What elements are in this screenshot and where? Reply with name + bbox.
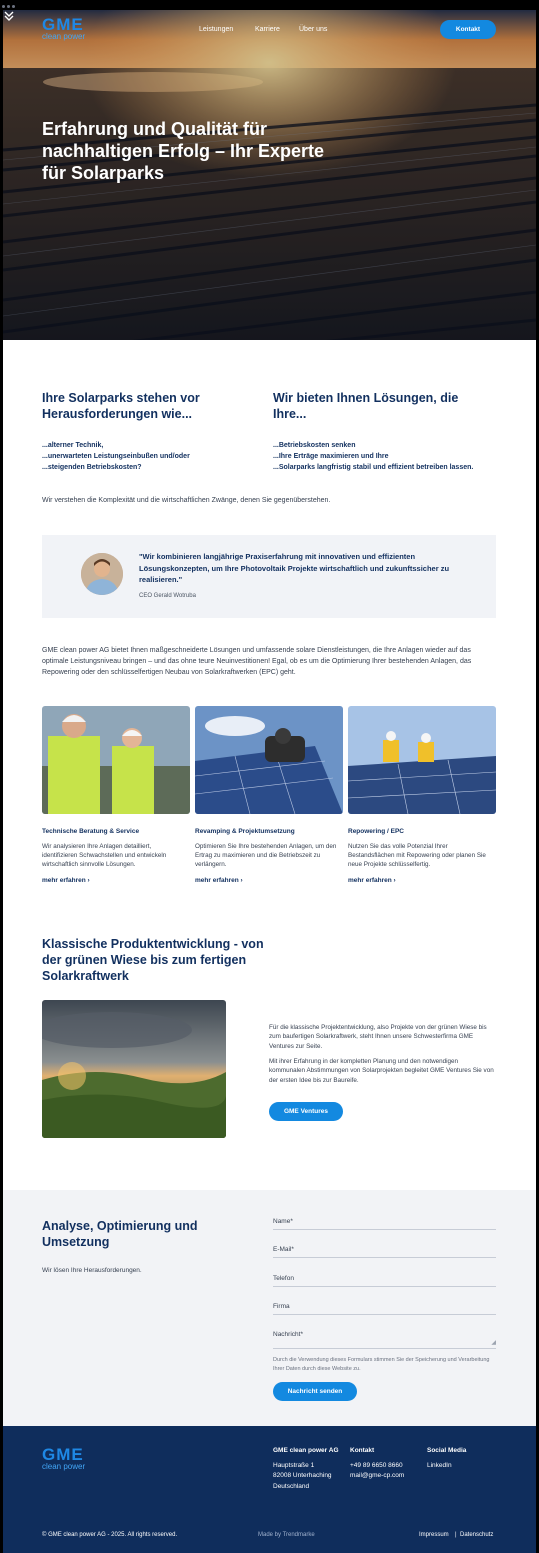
footer-address-line: Hauptstraße 1 xyxy=(273,1462,315,1469)
list-item: ...Ihre Erträge maximieren und Ihre xyxy=(273,453,389,460)
footer-company-title: GME clean power AG xyxy=(273,1447,339,1454)
card-title: Technische Beratung & Service xyxy=(42,828,140,835)
card-image-engineers[interactable] xyxy=(42,706,190,814)
footer-separator: | xyxy=(455,1532,457,1538)
list-item: ...Betriebskosten senken xyxy=(273,442,356,449)
chevron-right-icon: › xyxy=(240,877,243,884)
form-subtitle: Wir lösen Ihre Herausforderungen. xyxy=(42,1267,142,1274)
more-link[interactable] xyxy=(348,877,396,884)
hero-title: Erfahrung und Qualität für nachhaltigen Erfolg – Ihr Experte für Solarparks xyxy=(42,119,325,183)
card-title: Repowering / EPC xyxy=(348,828,404,835)
card-image-solar-worker[interactable] xyxy=(195,706,343,814)
logo-tagline: clean power xyxy=(42,1462,86,1471)
challenges-title: Ihre Solarparks stehen vor Herausforderungen wie... xyxy=(42,391,200,421)
more-link[interactable] xyxy=(195,877,243,884)
more-link-label: mehr erfahren xyxy=(42,877,86,884)
message-field[interactable] xyxy=(273,1331,496,1349)
window-dot[interactable] xyxy=(7,5,10,8)
list-item: ...Solarparks langfristig stabil und effizient betreiben lassen. xyxy=(273,464,474,471)
more-link-label: mehr erfahren xyxy=(195,877,239,884)
footer-address-line: 82008 Unterhaching xyxy=(273,1472,332,1479)
nav-karriere[interactable]: Karriere xyxy=(255,26,280,33)
more-link[interactable] xyxy=(42,877,90,884)
logo[interactable] xyxy=(42,16,85,41)
name-field[interactable]: Name* xyxy=(273,1218,496,1230)
classic-paragraph-2: Mit ihrer Erfahrung in der kompletten Planung und den notwendigen kommunalen Abstimmungen von Solarprojekten begleitet GME Ventures Sie von der ersten Idee bis zur Baureife. xyxy=(269,1058,494,1084)
chevron-down-icon[interactable] xyxy=(3,10,15,22)
quote-box xyxy=(42,535,496,618)
submit-button[interactable]: Nachricht senden xyxy=(273,1382,357,1401)
logo-mark: GME xyxy=(42,15,84,34)
footer-contact-title: Kontakt xyxy=(350,1447,375,1454)
classic-paragraph-1: Für die klassische Projektentwicklung, also Projekte von der grünen Wiese bis zum baufertigen Solarkraftwerk, steht Ihnen unsere Schwesterfirma GME Ventures zur Seite. xyxy=(269,1024,487,1050)
solutions-list xyxy=(273,440,488,473)
challenges-list xyxy=(42,440,252,473)
card-image-roof-installers[interactable] xyxy=(348,706,496,814)
quote-author: CEO Gerald Wotruba xyxy=(139,593,196,599)
datenschutz-link[interactable]: Datenschutz xyxy=(460,1532,494,1538)
card-text: Nutzen Sie das volle Potenzial Ihrer Bestandsflächen mit Repowering oder planen Sie neue Projekte schlüsselfertig. xyxy=(348,843,486,868)
nav-ueber-uns[interactable]: Über uns xyxy=(299,26,328,33)
footer-phone-link[interactable]: +49 89 6650 8660 xyxy=(350,1462,403,1469)
card-text: Wir analysieren Ihre Anlagen detailliert, identifizieren Schwachstellen und entwickeln wirtschaftlich sinnvolle Lösungen. xyxy=(42,843,167,868)
message-field-label: Nachricht* xyxy=(273,1331,303,1338)
classic-title: Klassische Produktentwicklung - von der grünen Wiese bis zum fertigen Solarkraftwerk xyxy=(42,937,264,983)
quote-text: "Wir kombinieren langjährige Praxiserfahrung mit innovativen und effizienten Lösungskonzepten, um Ihre Photovoltaik Projekte wirtschaftlich und zukunftssicher zu realisieren." xyxy=(139,552,450,584)
company-field[interactable]: Firma xyxy=(273,1303,496,1315)
list-item: ...steigenden Betriebskosten? xyxy=(42,464,142,471)
made-by-link[interactable]: Made by Trendmarke xyxy=(258,1532,315,1538)
form-title: Analyse, Optimierung und Umsetzung xyxy=(42,1219,198,1249)
window-controls xyxy=(2,3,17,7)
landscape-image xyxy=(42,1000,226,1138)
resize-handle-icon[interactable]: ◢ xyxy=(491,1340,496,1346)
window-dot[interactable] xyxy=(12,5,15,8)
chevron-right-icon: › xyxy=(87,877,90,884)
footer-logo[interactable] xyxy=(42,1446,85,1471)
copyright: © GME clean power AG - 2025. All rights reserved. xyxy=(42,1532,178,1538)
intro-text: GME clean power AG bietet Ihnen maßgeschneiderte Lösungen und umfassende solare Dienstleistungen, die Ihre Anlagen wieder auf das optimale Leistungsniveau bringen – und das ohne teure Neuinvestitionen! Egal, ob es um die Optimierung Ihrer bestehenden Anlagen, das Repowering oder den schlüsselfertigen Neubau von Solarkraftwerken (EPC) geht. xyxy=(42,647,472,676)
logo-tagline: clean power xyxy=(42,32,86,41)
solutions-title: Wir bieten Ihnen Lösungen, die Ihre... xyxy=(273,391,459,421)
card-text: Optimieren Sie Ihre bestehenden Anlagen, um den Ertrag zu maximieren und die Betriebszeit zu verlängern. xyxy=(195,843,337,868)
ceo-avatar xyxy=(81,553,123,595)
footer-email-link[interactable]: mail@gme-cp.com xyxy=(350,1472,405,1479)
logo-mark: GME xyxy=(42,1445,84,1464)
card-title: Revamping & Projektumsetzung xyxy=(195,828,295,835)
list-item: ...unerwarteten Leistungseinbußen und/oder xyxy=(42,453,190,460)
page xyxy=(3,10,536,1553)
footer xyxy=(3,1426,536,1553)
more-link-label: mehr erfahren xyxy=(348,877,392,884)
chevron-right-icon: › xyxy=(393,877,396,884)
phone-field[interactable]: Telefon xyxy=(273,1275,496,1287)
contact-button[interactable]: Kontakt xyxy=(440,20,496,39)
impressum-link[interactable]: Impressum xyxy=(419,1532,449,1538)
email-field[interactable]: E-Mail* xyxy=(273,1246,496,1258)
footer-linkedin-link[interactable]: LinkedIn xyxy=(427,1462,452,1469)
consent-text: Durch die Verwendung dieses Formulars stimmen Sie der Speicherung und Verarbeitung Ihrer Daten durch diese Website zu. xyxy=(273,1357,490,1372)
footer-address-line: Deutschland xyxy=(273,1483,310,1490)
understand-text: Wir verstehen die Komplexität und die wirtschaftlichen Zwänge, denen Sie gegenüberstehen. xyxy=(42,497,331,504)
hero-section xyxy=(3,10,536,340)
footer-social-title: Social Media xyxy=(427,1447,467,1454)
contact-form-section xyxy=(3,1190,536,1426)
nav-leistungen[interactable]: Leistungen xyxy=(199,26,234,33)
list-item: ...alterner Technik, xyxy=(42,442,104,449)
window-dot[interactable] xyxy=(2,5,5,8)
gme-ventures-button[interactable]: GME Ventures xyxy=(269,1102,343,1121)
